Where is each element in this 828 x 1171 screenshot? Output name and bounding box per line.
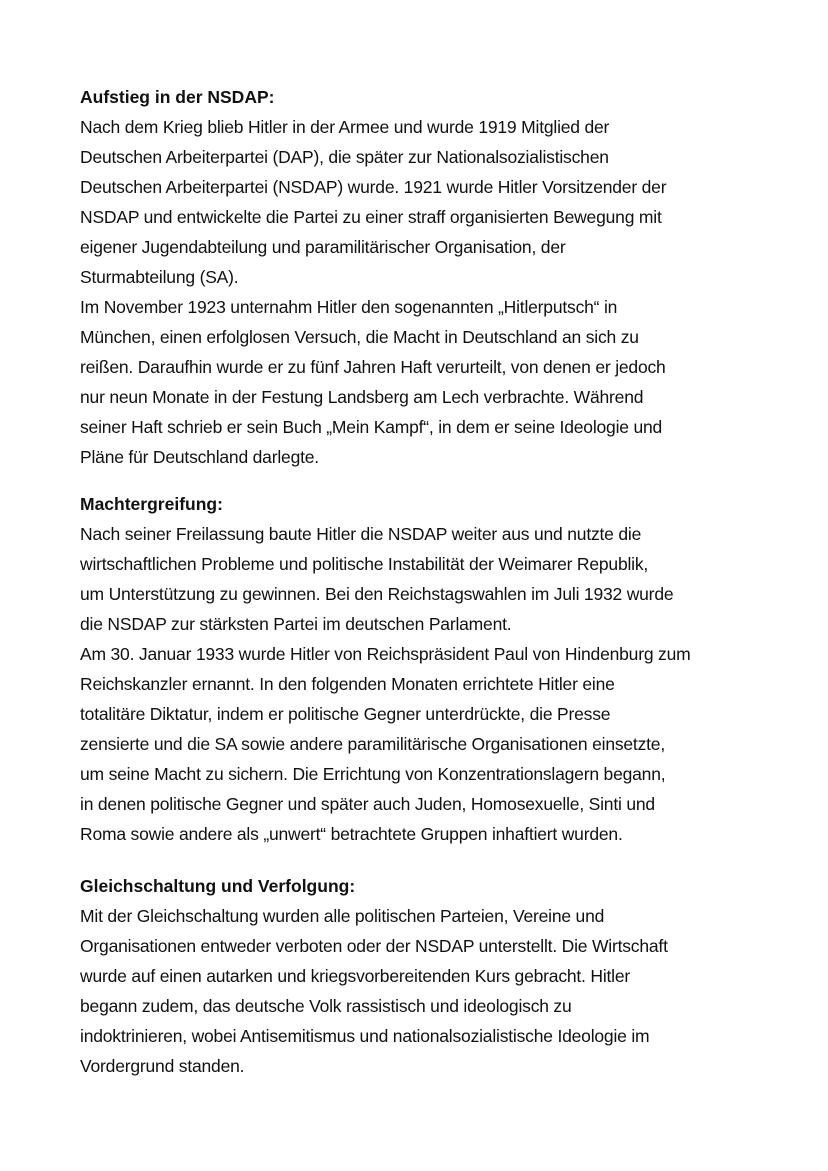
text-line: Im November 1923 unternahm Hitler den sogenannten „Hitlerputsch“ in bbox=[80, 297, 618, 317]
text-line: wirtschaftlichen Probleme und politische Instabilität der Weimarer Republik, bbox=[80, 554, 649, 574]
document-content bbox=[80, 82, 780, 1081]
text-line: reißen. Daraufhin wurde er zu fünf Jahren Haft verurteilt, von denen er jedoch bbox=[80, 357, 666, 377]
text-line: seiner Haft schrieb er sein Buch „Mein Kampf“, in dem er seine Ideologie und bbox=[80, 417, 663, 437]
text-line: Deutschen Arbeiterpartei (DAP), die später zur Nationalsozialistischen bbox=[80, 147, 609, 167]
section-heading: Gleichschaltung und Verfolgung: bbox=[80, 876, 356, 896]
text-line: nur neun Monate in der Festung Landsberg am Lech verbrachte. Während bbox=[80, 387, 644, 407]
section bbox=[80, 82, 780, 472]
text-line: indoktrinieren, wobei Antisemitismus und nationalsozialistische Ideologie im bbox=[80, 1026, 650, 1046]
text-line: Organisationen entweder verboten oder der NSDAP unterstellt. Die Wirtschaft bbox=[80, 936, 668, 956]
text-line: in denen politische Gegner und später auch Juden, Homosexuelle, Sinti und bbox=[80, 794, 655, 814]
text-line: zensierte und die SA sowie andere paramilitärische Organisationen einsetzte, bbox=[80, 734, 666, 754]
text-line: Reichskanzler ernannt. In den folgenden Monaten errichtete Hitler eine bbox=[80, 674, 615, 694]
text-line: die NSDAP zur stärksten Partei im deutschen Parlament. bbox=[80, 614, 512, 634]
text-line: Vordergrund standen. bbox=[80, 1056, 245, 1076]
text-line: Roma sowie andere als „unwert“ betrachtete Gruppen inhaftiert wurden. bbox=[80, 824, 623, 844]
text-line: NSDAP und entwickelte die Partei zu einer straff organisierten Bewegung mit bbox=[80, 207, 662, 227]
text-line: totalitäre Diktatur, indem er politische Gegner unterdrückte, die Presse bbox=[80, 704, 611, 724]
text-line: eigener Jugendabteilung und paramilitärischer Organisation, der bbox=[80, 237, 566, 257]
text-line: wurde auf einen autarken und kriegsvorbereitenden Kurs gebracht. Hitler bbox=[80, 966, 631, 986]
text-line: Am 30. Januar 1933 wurde Hitler von Reichspräsident Paul von Hindenburg zum bbox=[80, 644, 691, 664]
text-line: Nach seiner Freilassung baute Hitler die NSDAP weiter aus und nutzte die bbox=[80, 524, 642, 544]
section-heading: Machtergreifung: bbox=[80, 494, 223, 514]
text-line: Pläne für Deutschland darlegte. bbox=[80, 447, 319, 467]
section-heading: Aufstieg in der NSDAP: bbox=[80, 87, 275, 107]
text-line: München, einen erfolglosen Versuch, die Macht in Deutschland an sich zu bbox=[80, 327, 639, 347]
text-line: begann zudem, das deutsche Volk rassistisch und ideologisch zu bbox=[80, 996, 572, 1016]
section bbox=[80, 871, 780, 1081]
text-line: Sturmabteilung (SA). bbox=[80, 267, 239, 287]
text-line: um Unterstützung zu gewinnen. Bei den Reichstagswahlen im Juli 1932 wurde bbox=[80, 584, 674, 604]
text-line: Nach dem Krieg blieb Hitler in der Armee und wurde 1919 Mitglied der bbox=[80, 117, 610, 137]
text-line: Mit der Gleichschaltung wurden alle politischen Parteien, Vereine und bbox=[80, 906, 605, 926]
text-line: Deutschen Arbeiterpartei (NSDAP) wurde. 1921 wurde Hitler Vorsitzender der bbox=[80, 177, 667, 197]
section bbox=[80, 489, 780, 849]
text-line: um seine Macht zu sichern. Die Errichtung von Konzentrationslagern begann, bbox=[80, 764, 666, 784]
